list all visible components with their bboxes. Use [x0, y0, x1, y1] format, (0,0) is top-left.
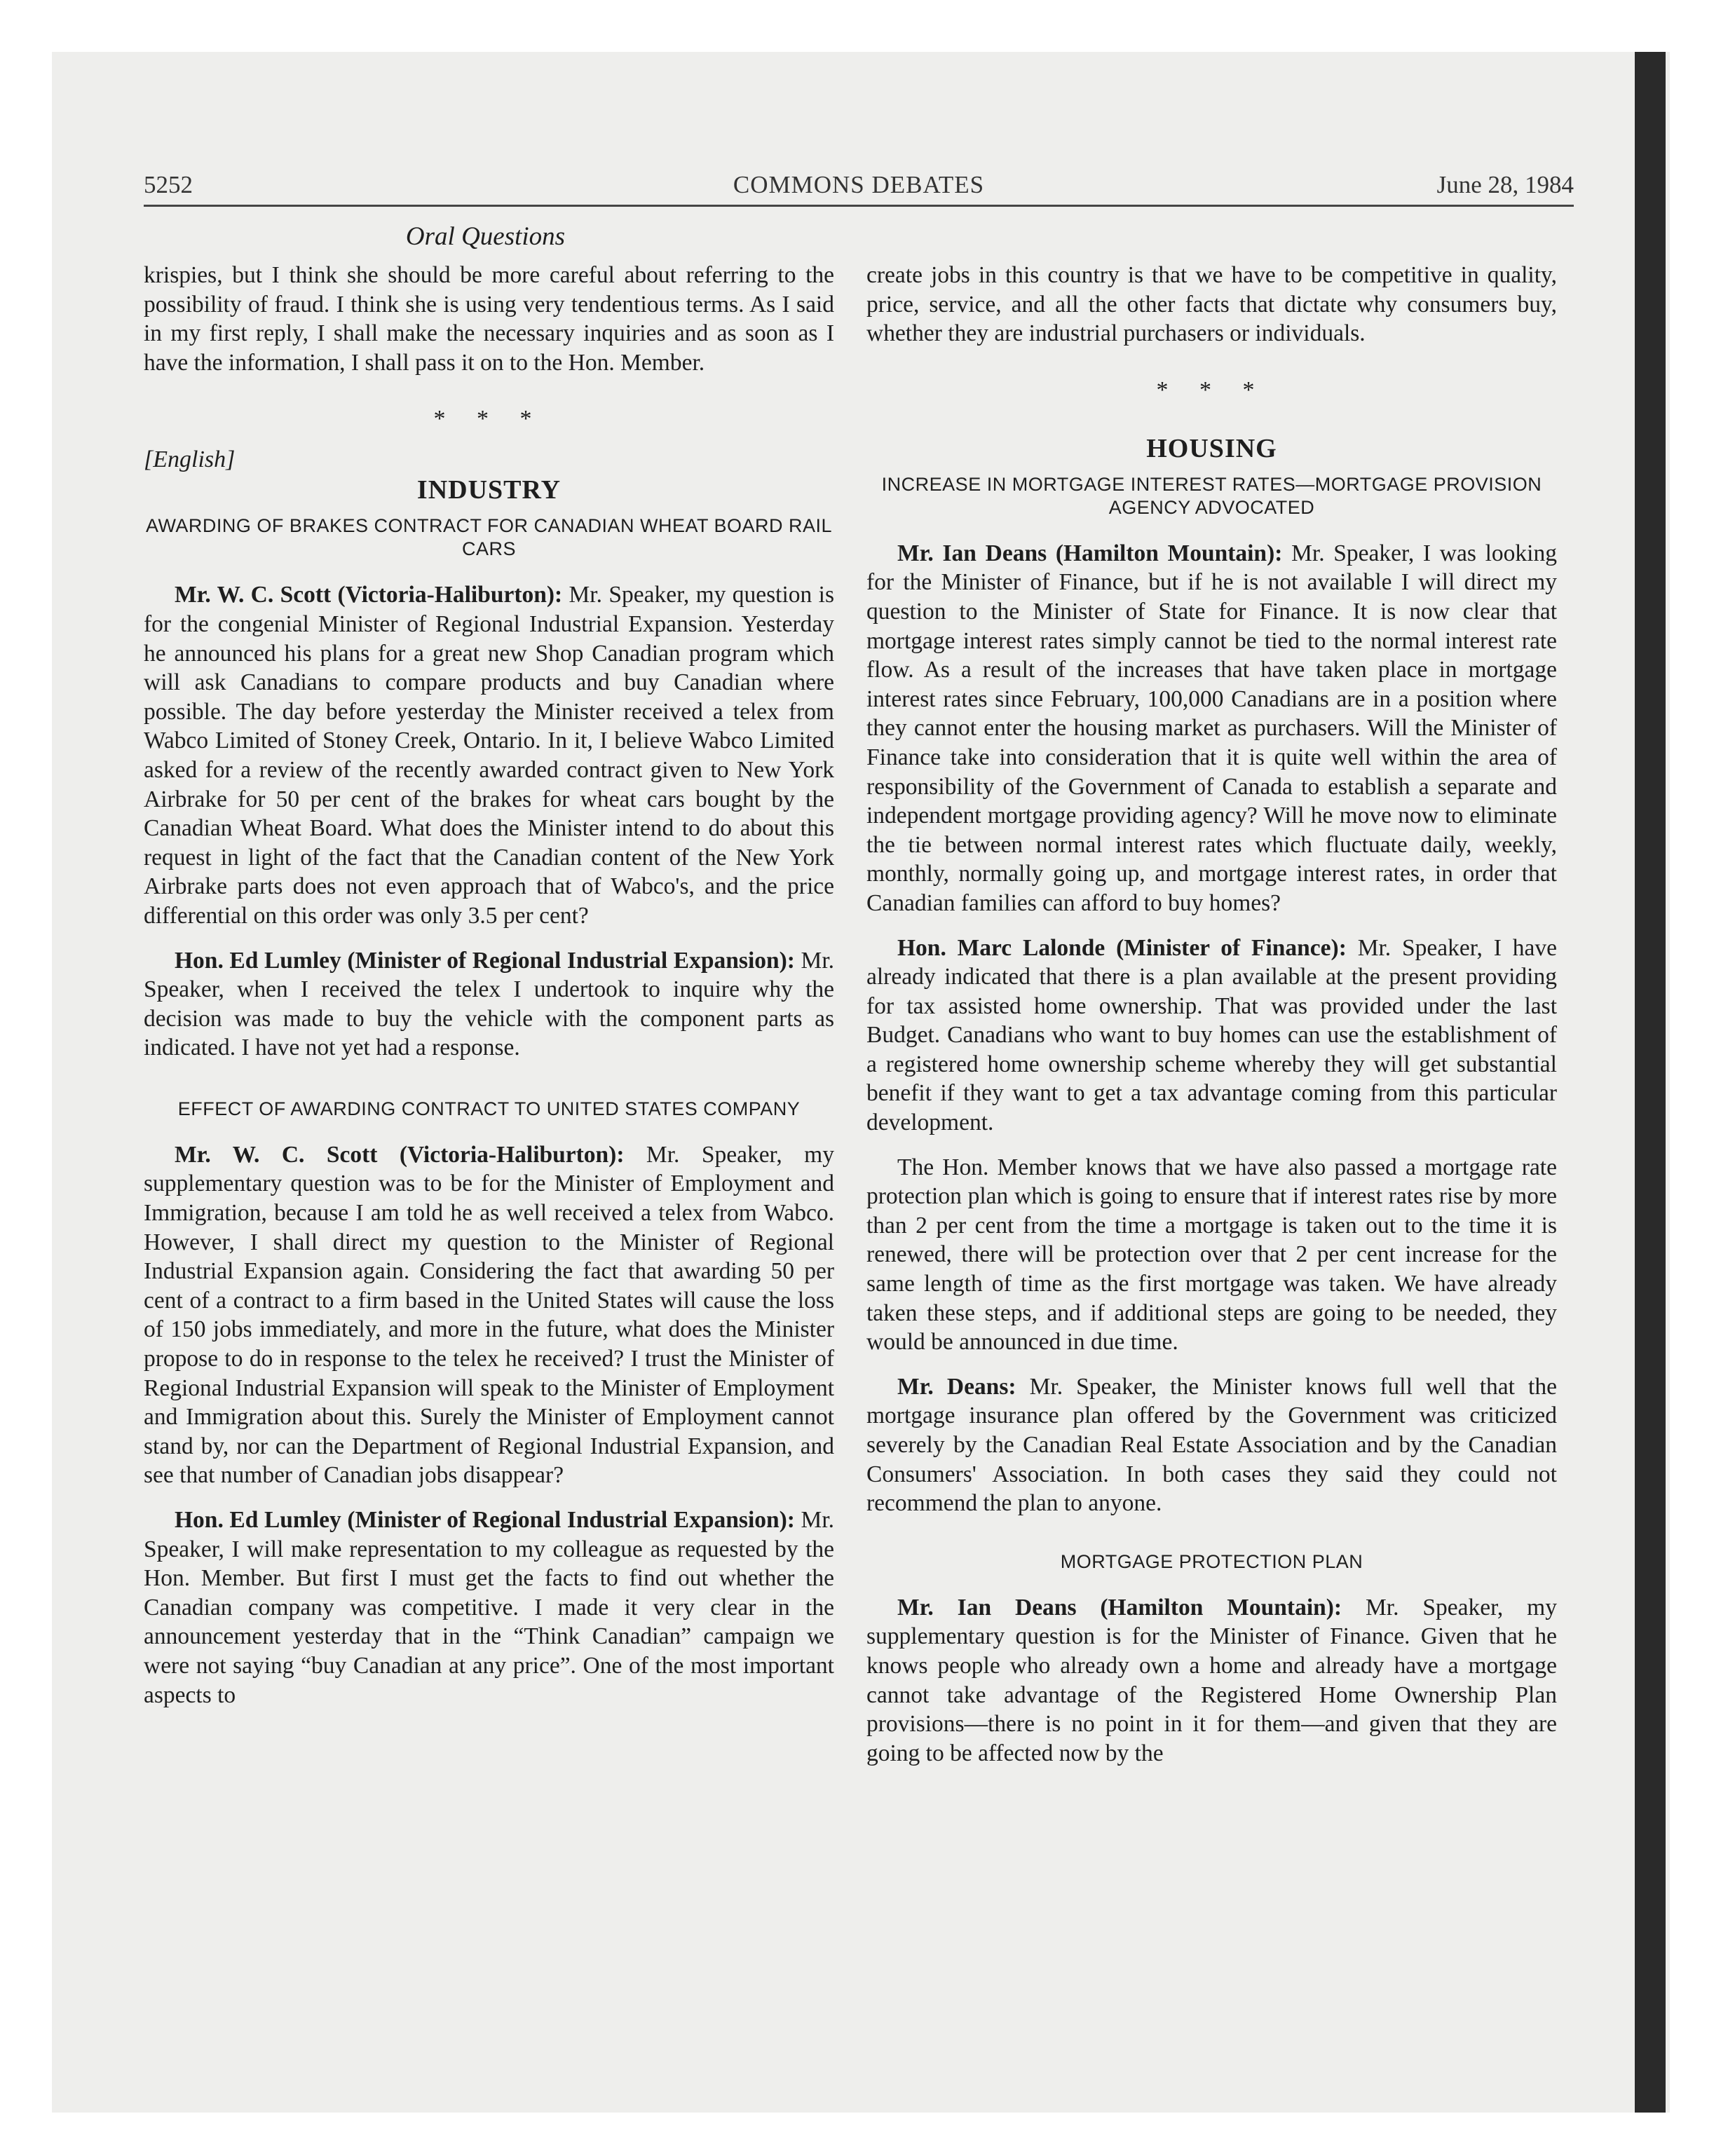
paragraph: krispies, but I think she should be more careful about referring to the possibility of fraud. I think she is using very tendentious terms. As I said in my first reply, I shall make the necessary inquiries and as soon as I have the information, I shall pass it on to the Hon. Member. [144, 262, 834, 376]
speaker-name: Mr. W. C. Scott (Victoria-Haliburton): [175, 582, 563, 608]
speech-text: Mr. Speaker, I have already indicated that there is a plan available at the present providing for tax assisted home ownership. That was provided under the last Budget. Canadians who want to buy homes can use the establishment of a registered home ownership scheme whereby they will get substantial benefit if they want to get a tax advantage coming from this particular development. [866, 934, 1557, 1136]
speech-text: Mr. Speaker, the Minister knows full well that the mortgage insurance plan offered by the Government was criticized severely by the Canadian Real Estate Association and by the Canadian Consumers' Association. In both cases they said they could not recommend the plan to anyone. [866, 1373, 1557, 1517]
publication-title: COMMONS DEBATES [733, 171, 985, 198]
paragraph [144, 946, 834, 1063]
page-number: 5252 [144, 171, 193, 198]
paragraph: The Hon. Member knows that we have also passed a mortgage rate protection plan which is going to ensure that if interest rates rise by more than 2 per cent from the time a mortgage is taken out to the time it is renewed, there will be protection over that 2 per cent increase for the same length of time as the first mortgage was taken. We have already taken these steps, and if additional steps are going to be needed, they would be announced in due time. [866, 1154, 1557, 1356]
speech-text: Mr. Speaker, my question is for the congenial Minister of Regional Industrial Expansion. Yesterday he announced his plans for a great new Shop Canadian program which will ask Canadians to compare products and buy Canadian where possible. The day before yesterday the Minister received a telex from Wabco Limited of Stoney Creek, Ontario. In it, I believe Wabco Limited asked for a review of the recently awarded contract given to New York Airbrake for 50 per cent of the brakes for wheat cars bought by the Canadian Wheat Board. What does the Minister intend to do about this request in light of the fact that the Canadian content of the New York Airbrake parts does not even approach that of Wabco's, and the price differential on this order was only 3.5 per cent? [144, 582, 834, 929]
paragraph [866, 1593, 1557, 1768]
section-separator: * * * [1156, 376, 1267, 403]
section-subheader: Oral Questions [405, 222, 566, 251]
paragraph [866, 1372, 1557, 1518]
speech-text: Mr. Speaker, my supplementary question was to be for the Minister of Employment and Immigration, because I am told he as well received a telex from Wabco. However, I shall direct my question to the Minister of Regional Industrial Expansion again. Considering the fact that awarding 50 per cent of a contract to a firm based in the United States will cause the loss of 150 jobs immediately, and more in the future, what does the Minister propose to do in response to the telex he received? I trust the Minister of Regional Industrial Expansion will speak to the Minister of Employment and Immigration about this. Surely the Minister of Employment cannot stand by, nor can the Department of Regional Industrial Expansion, and see that number of Canadian jobs disappear? [144, 1141, 834, 1489]
binding-edge [1635, 52, 1666, 2113]
speech-text: Mr. Speaker, my supplementary question is for the Minister of Finance. Given that he knows people who already own a home and already have a mortgage cannot take advantage of the Registered Home Ownership Plan provisions—there is no point in it for them—and given that they are going to be affected now by the [866, 1594, 1557, 1766]
speaker-name: Mr. W. C. Scott (Victoria-Haliburton): [175, 1141, 625, 1168]
paragraph [144, 1140, 834, 1490]
section-separator: * * * [433, 406, 545, 432]
language-marker: [English] [144, 446, 236, 473]
section-heading: HOUSING [1146, 433, 1277, 463]
paragraph [144, 580, 834, 930]
speaker-name: Mr. Deans: [897, 1373, 1016, 1400]
speech-text: Mr. Speaker, I will make representation to my colleague as requested by the Hon. Member. But first I must get the facts to find out whether the Canadian company was competitive. I made it very clear in the announcement yesterday that in the “Think Canadian” campaign we were not saying “buy Canadian at any price”. One of the most important aspects to [144, 1507, 834, 1708]
speech-text: Mr. Speaker, I was looking for the Minister of Finance, but if he is not available I will direct my question to the Minister of State for Finance. It is now clear that mortgage interest rates simply cannot be tied to the normal interest rate flow. As a result of the increases that have taken place in mortgage interest rates since February, 100,000 Canadians are in a position where they cannot enter the housing market as purchasers. Will the Minister of Finance take into consideration that it is quite well within the area of responsibility of the Government of Canada to establish a separate and independent mortgage providing agency? Will he move now to eliminate the tie between normal interest rates which fluctuate daily, weekly, monthly, normally going up, and mortgage interest rates, in order that Canadian families can afford to buy homes? [866, 540, 1557, 916]
subsection-heading: INCREASE IN MORTGAGE INTEREST RATES—MORTGAGE PROVISION AGENCY ADVOCATED [881, 473, 1542, 518]
left-column [144, 261, 834, 1725]
section-heading: INDUSTRY [416, 475, 562, 505]
publication-date: June 28, 1984 [1436, 171, 1574, 198]
speaker-name: Mr. Ian Deans (Hamilton Mountain): [897, 540, 1283, 566]
subsection-heading: EFFECT OF AWARDING CONTRACT TO UNITED STATES COMPANY [177, 1098, 801, 1119]
paragraph: create jobs in this country is that we have to be competitive in quality, price, service, and all the other facts that dictate why consumers buy, whether they are industrial purchasers or individuals. [866, 262, 1557, 347]
speaker-name: Hon. Marc Lalonde (Minister of Finance): [897, 934, 1347, 961]
speaker-name: Hon. Ed Lumley (Minister of Regional Industrial Expansion): [175, 947, 795, 974]
speaker-name: Mr. Ian Deans (Hamilton Mountain): [897, 1594, 1342, 1621]
speech-text: Mr. Speaker, when I received the telex I undertook to inquire why the decision was made to buy the vehicle with the component parts as indicated. I have not yet had a response. [144, 947, 834, 1061]
subsection-heading: MORTGAGE PROTECTION PLAN [1060, 1550, 1363, 1572]
subsection-heading: AWARDING OF BRAKES CONTRACT FOR CANADIAN WHEAT BOARD RAIL CARS [145, 515, 833, 560]
paragraph [866, 539, 1557, 918]
speaker-name: Hon. Ed Lumley (Minister of Regional Industrial Expansion): [175, 1507, 795, 1533]
paragraph [144, 1506, 834, 1710]
right-column [866, 261, 1557, 1783]
paragraph [866, 934, 1557, 1138]
header-rule [144, 205, 1574, 207]
page-header [144, 167, 1574, 203]
